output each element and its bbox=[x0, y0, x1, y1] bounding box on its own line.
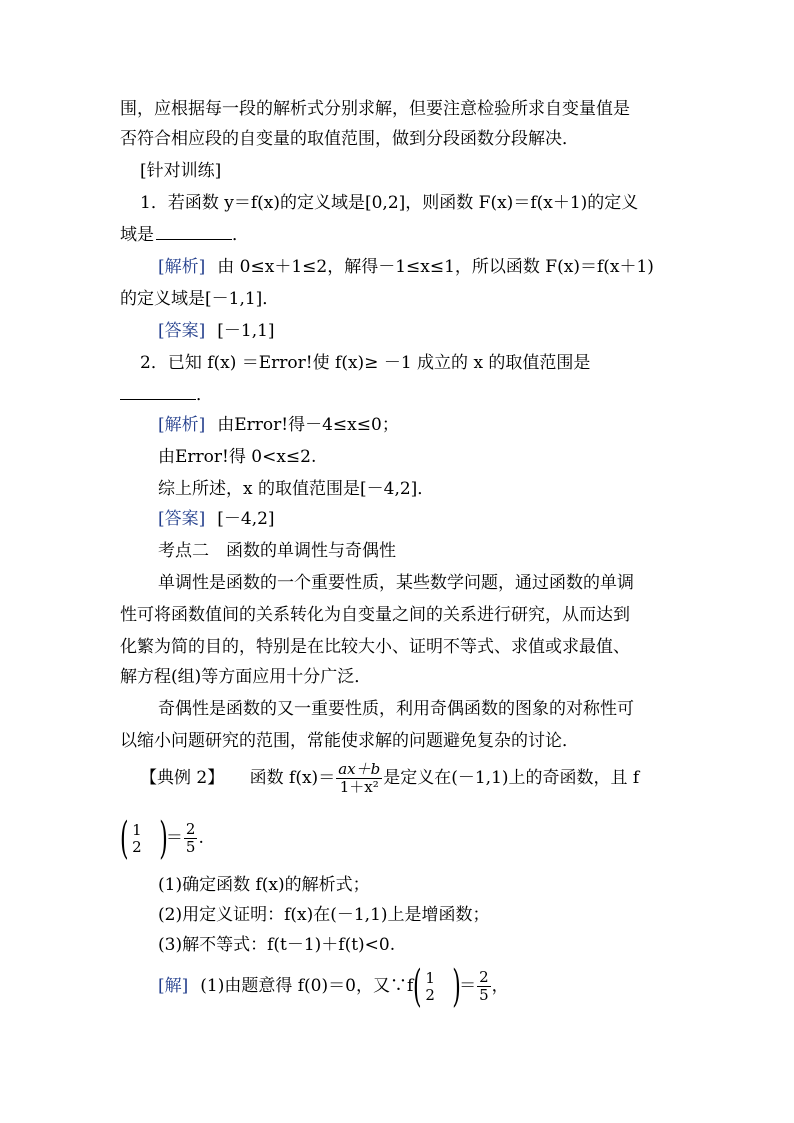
intro-line-1: 围，应根据每一段的解析式分别求解，但要注意检验所求自变量值是 bbox=[120, 99, 630, 119]
q2-analysis-line-2: 由Error!得 0<x≤2. bbox=[158, 447, 317, 467]
intro-line-2: 否符合相应段的自变量的取值范围，做到分段函数分段解决． bbox=[120, 129, 579, 149]
section-p1-line-1: 单调性是函数的一个重要性质，某些数学问题，通过函数的单调 bbox=[158, 573, 634, 593]
q2-answer-blank bbox=[120, 385, 196, 400]
example2-item-1: (1)确定函数 f(x)的解析式； bbox=[158, 875, 370, 895]
q1-analysis-line-1 bbox=[158, 256, 718, 278]
section-p1-line-2: 性可将函数值间的关系转化为自变量之间的关系进行研究，从而达到 bbox=[120, 605, 630, 625]
fraction bbox=[423, 970, 437, 1004]
fraction-numerator: ax＋b bbox=[338, 760, 381, 778]
fraction-denominator: 1＋x² bbox=[339, 778, 379, 796]
training-heading: [针对训练] bbox=[140, 161, 222, 181]
q2-line-2 bbox=[120, 384, 680, 406]
example2-item-2: (2)用定义证明：f(x)在(－1,1)上是增函数； bbox=[158, 905, 490, 925]
fraction bbox=[477, 969, 491, 1004]
paren-close: ) bbox=[452, 960, 461, 1012]
solution-line bbox=[158, 962, 718, 1010]
q1-analysis-line-2: 的定义域是[－1,1]． bbox=[120, 289, 280, 309]
analysis-tag: [解析] bbox=[158, 415, 206, 435]
q2-answer-line bbox=[158, 508, 718, 530]
q2-line-1: 2．已知 f(x) ＝Error!使 f(x)≥ －1 成立的 x 的取值范围是 bbox=[140, 353, 591, 373]
q1-answer-line bbox=[158, 320, 718, 342]
equals: ＝ bbox=[459, 976, 477, 996]
fraction bbox=[336, 761, 382, 796]
section-heading: 考点二 函数的单调性与奇偶性 bbox=[158, 541, 396, 561]
q1-answer: [－1,1] bbox=[217, 321, 275, 341]
equals: ＝ bbox=[165, 828, 183, 848]
example-tag: 【典例 2】 bbox=[140, 768, 225, 788]
example2-line-2 bbox=[120, 814, 680, 862]
answer-tag: [答案] bbox=[158, 509, 206, 529]
section-p2-line-2: 以缩小问题研究的范围，常能使求解的问题避免复杂的讨论． bbox=[120, 731, 579, 751]
section-p2-line-1: 奇偶性是函数的又一重要性质，利用奇偶函数的图象的对称性可 bbox=[158, 699, 634, 719]
q2-analysis-text: 由Error!得－4≤x≤0； bbox=[217, 415, 399, 435]
example-tail: 是定义在(－1,1)上的奇函数，且 f bbox=[383, 768, 640, 788]
paren-open: ( bbox=[413, 960, 422, 1012]
q1-analysis-text: 由 0≤x＋1≤2，解得－1≤x≤1，所以函数 F(x)＝f(x＋1) bbox=[217, 257, 654, 277]
fraction-numerator: 2 bbox=[479, 968, 489, 986]
fraction-numerator: 1 bbox=[132, 820, 142, 839]
fraction-denominator: 2 bbox=[132, 837, 142, 856]
q2-answer: [－4,2] bbox=[217, 509, 275, 529]
analysis-tag: [解析] bbox=[158, 257, 206, 277]
section-p1-line-4: 解方程(组)等方面应用十分广泛． bbox=[120, 667, 372, 687]
solution-tag: [解] bbox=[158, 976, 189, 996]
fraction-denominator: 5 bbox=[185, 838, 196, 856]
example2-item-3: (3)解不等式：f(t－1)＋f(t)<0. bbox=[158, 935, 396, 955]
comma: ， bbox=[491, 976, 509, 996]
fraction bbox=[130, 822, 144, 856]
solution-text: (1)由题意得 f(0)＝0，又∵f bbox=[200, 976, 414, 996]
example-lead: 函数 f(x)＝ bbox=[249, 768, 336, 788]
fraction-numerator: 1 bbox=[425, 968, 435, 987]
fraction-numerator: 2 bbox=[185, 820, 196, 838]
q1-answer-blank bbox=[156, 225, 232, 240]
section-p1-line-3: 化繁为简的目的，特别是在比较大小、证明不等式、求值或求最值、 bbox=[120, 637, 630, 657]
paren-open: ( bbox=[120, 812, 129, 864]
paren-close: ) bbox=[159, 812, 168, 864]
answer-tag: [答案] bbox=[158, 321, 206, 341]
fraction-denominator: 2 bbox=[425, 985, 435, 1004]
q1-line-1: 1．若函数 y＝f(x)的定义域是[0,2]，则函数 F(x)＝f(x＋1)的定义 bbox=[140, 193, 639, 213]
example2-line-1 bbox=[140, 758, 700, 798]
q2-analysis-line-1 bbox=[158, 414, 718, 436]
fraction bbox=[184, 821, 198, 856]
q1-prefix: 域是 bbox=[120, 225, 154, 245]
q2-suffix: ． bbox=[196, 385, 213, 405]
fraction-denominator: 5 bbox=[479, 986, 489, 1004]
period: . bbox=[198, 828, 204, 848]
q2-analysis-line-3: 综上所述，x 的取值范围是[－4,2]． bbox=[158, 479, 435, 499]
q1-line-2 bbox=[120, 224, 680, 246]
q1-suffix: ． bbox=[232, 225, 249, 245]
